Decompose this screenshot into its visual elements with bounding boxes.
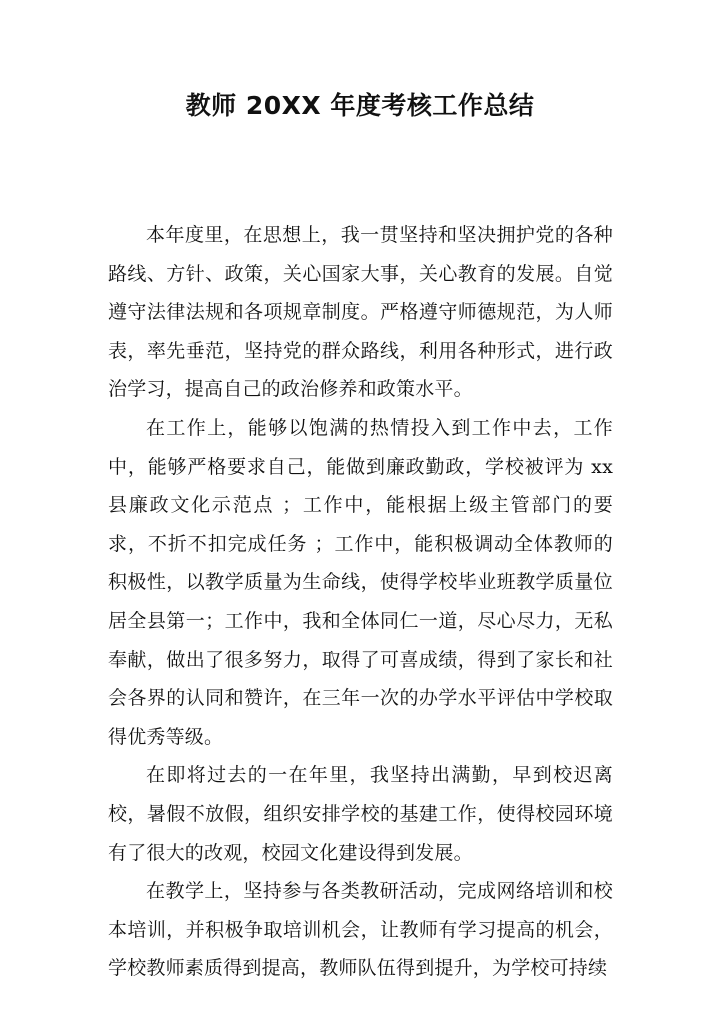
paragraph-1: 本年度里，在思想上，我一贯坚持和坚决拥护党的各种路线、方针、政策，关心国家大事，关心教育的发展。自觉遵守法律法规和各项规章制度。严格遵守师德规范，为人师表，率先垂范，坚持党的群众路线，利用各种形式，进行政治学习，提高自己的政治修养和政策水平。	[108, 224, 613, 401]
paragraph-4: 在教学上，坚持参与各类教研活动，完成网络培训和校本培训，并积极争取培训机会，让教师有学习提高的机会，学校教师素质得到提高，教师队伍得到提升，为学校可持续	[108, 880, 613, 980]
paragraph-3: 在即将过去的一在年里，我坚持出满勤，早到校迟离校，暑假不放假，组织安排学校的基建工作，使得校园环境有了很大的改观，校园文化建设得到发展。	[108, 764, 613, 864]
paragraph-2: 在工作上，能够以饱满的热情投入到工作中去，工作中，能够严格要求自己，能做到廉政勤政，学校被评为 xx 县廉政文化示范点 ；工作中，能根据上级主管部门的要求，不折不扣完成任务 ；工作中，能积极调动全体教师的积极性，以教学质量为生命线，使得学校毕业班教学质量位居全县第一；工作中，我和全体同仁一道，尽心尽力，无私奉献，做出了很多努力，取得了可喜成绩，得到了家长和社会各界的认同和赞许，在三年一次的办学水平评估中学校取得优秀等级。	[108, 416, 613, 748]
document-body	[108, 216, 613, 988]
document-title: 教师 20XX 年度考核工作总结	[185, 91, 535, 120]
